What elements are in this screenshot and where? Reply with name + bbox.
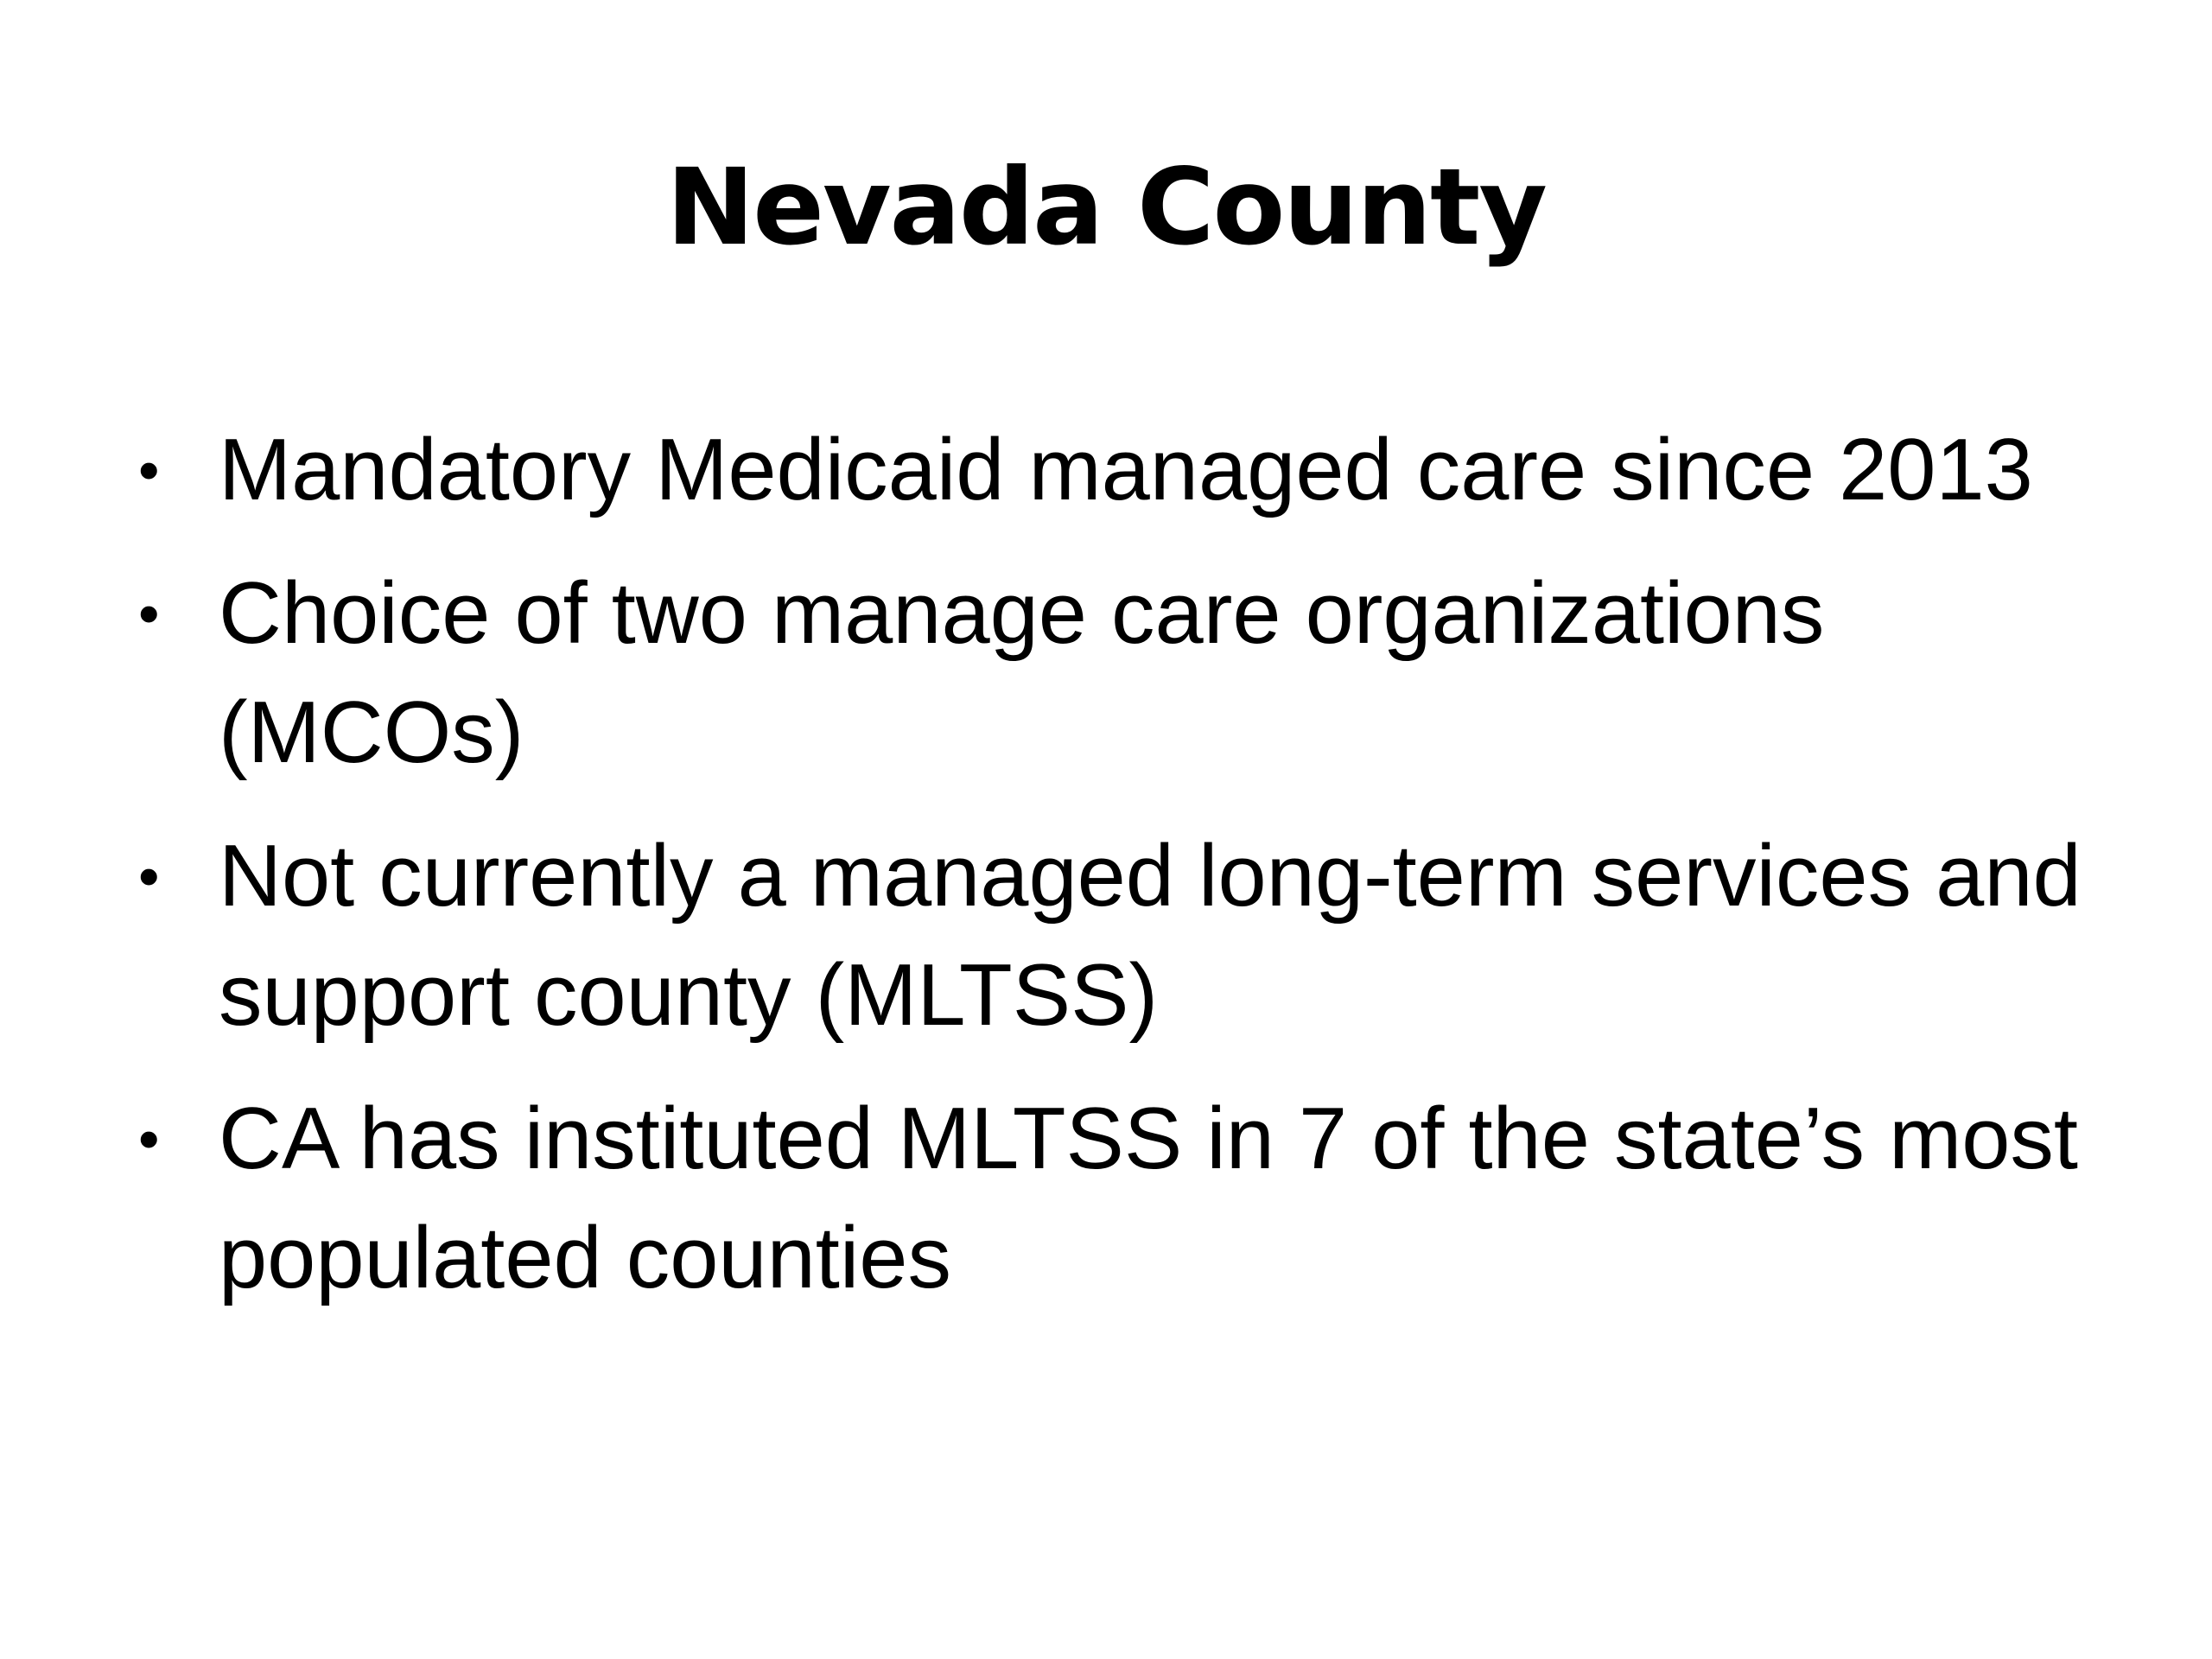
bullet-dot-icon: • [138, 842, 160, 910]
bullet-item [130, 410, 2100, 530]
bullet-list [130, 410, 2100, 1342]
bullet-dot-icon: • [138, 580, 160, 647]
bullet-text: Choice of two manage care organizations (MCOs) [219, 565, 1825, 781]
slide-title: Nevada County [666, 146, 1546, 269]
bullet-text: Mandatory Medicaid managed care since 2013 [219, 422, 2033, 518]
bullet-item [130, 1079, 2100, 1318]
bullet-dot-icon: • [138, 1105, 160, 1173]
bullet-item [130, 817, 2100, 1055]
bullet-text: CA has instituted MLTSS in 7 of the state’s most populated counties [219, 1090, 2078, 1306]
bullet-text: Not currently a managed long-term services and support county (MLTSS) [219, 828, 2082, 1044]
bullet-dot-icon: • [138, 436, 160, 504]
bullet-item [130, 554, 2100, 792]
